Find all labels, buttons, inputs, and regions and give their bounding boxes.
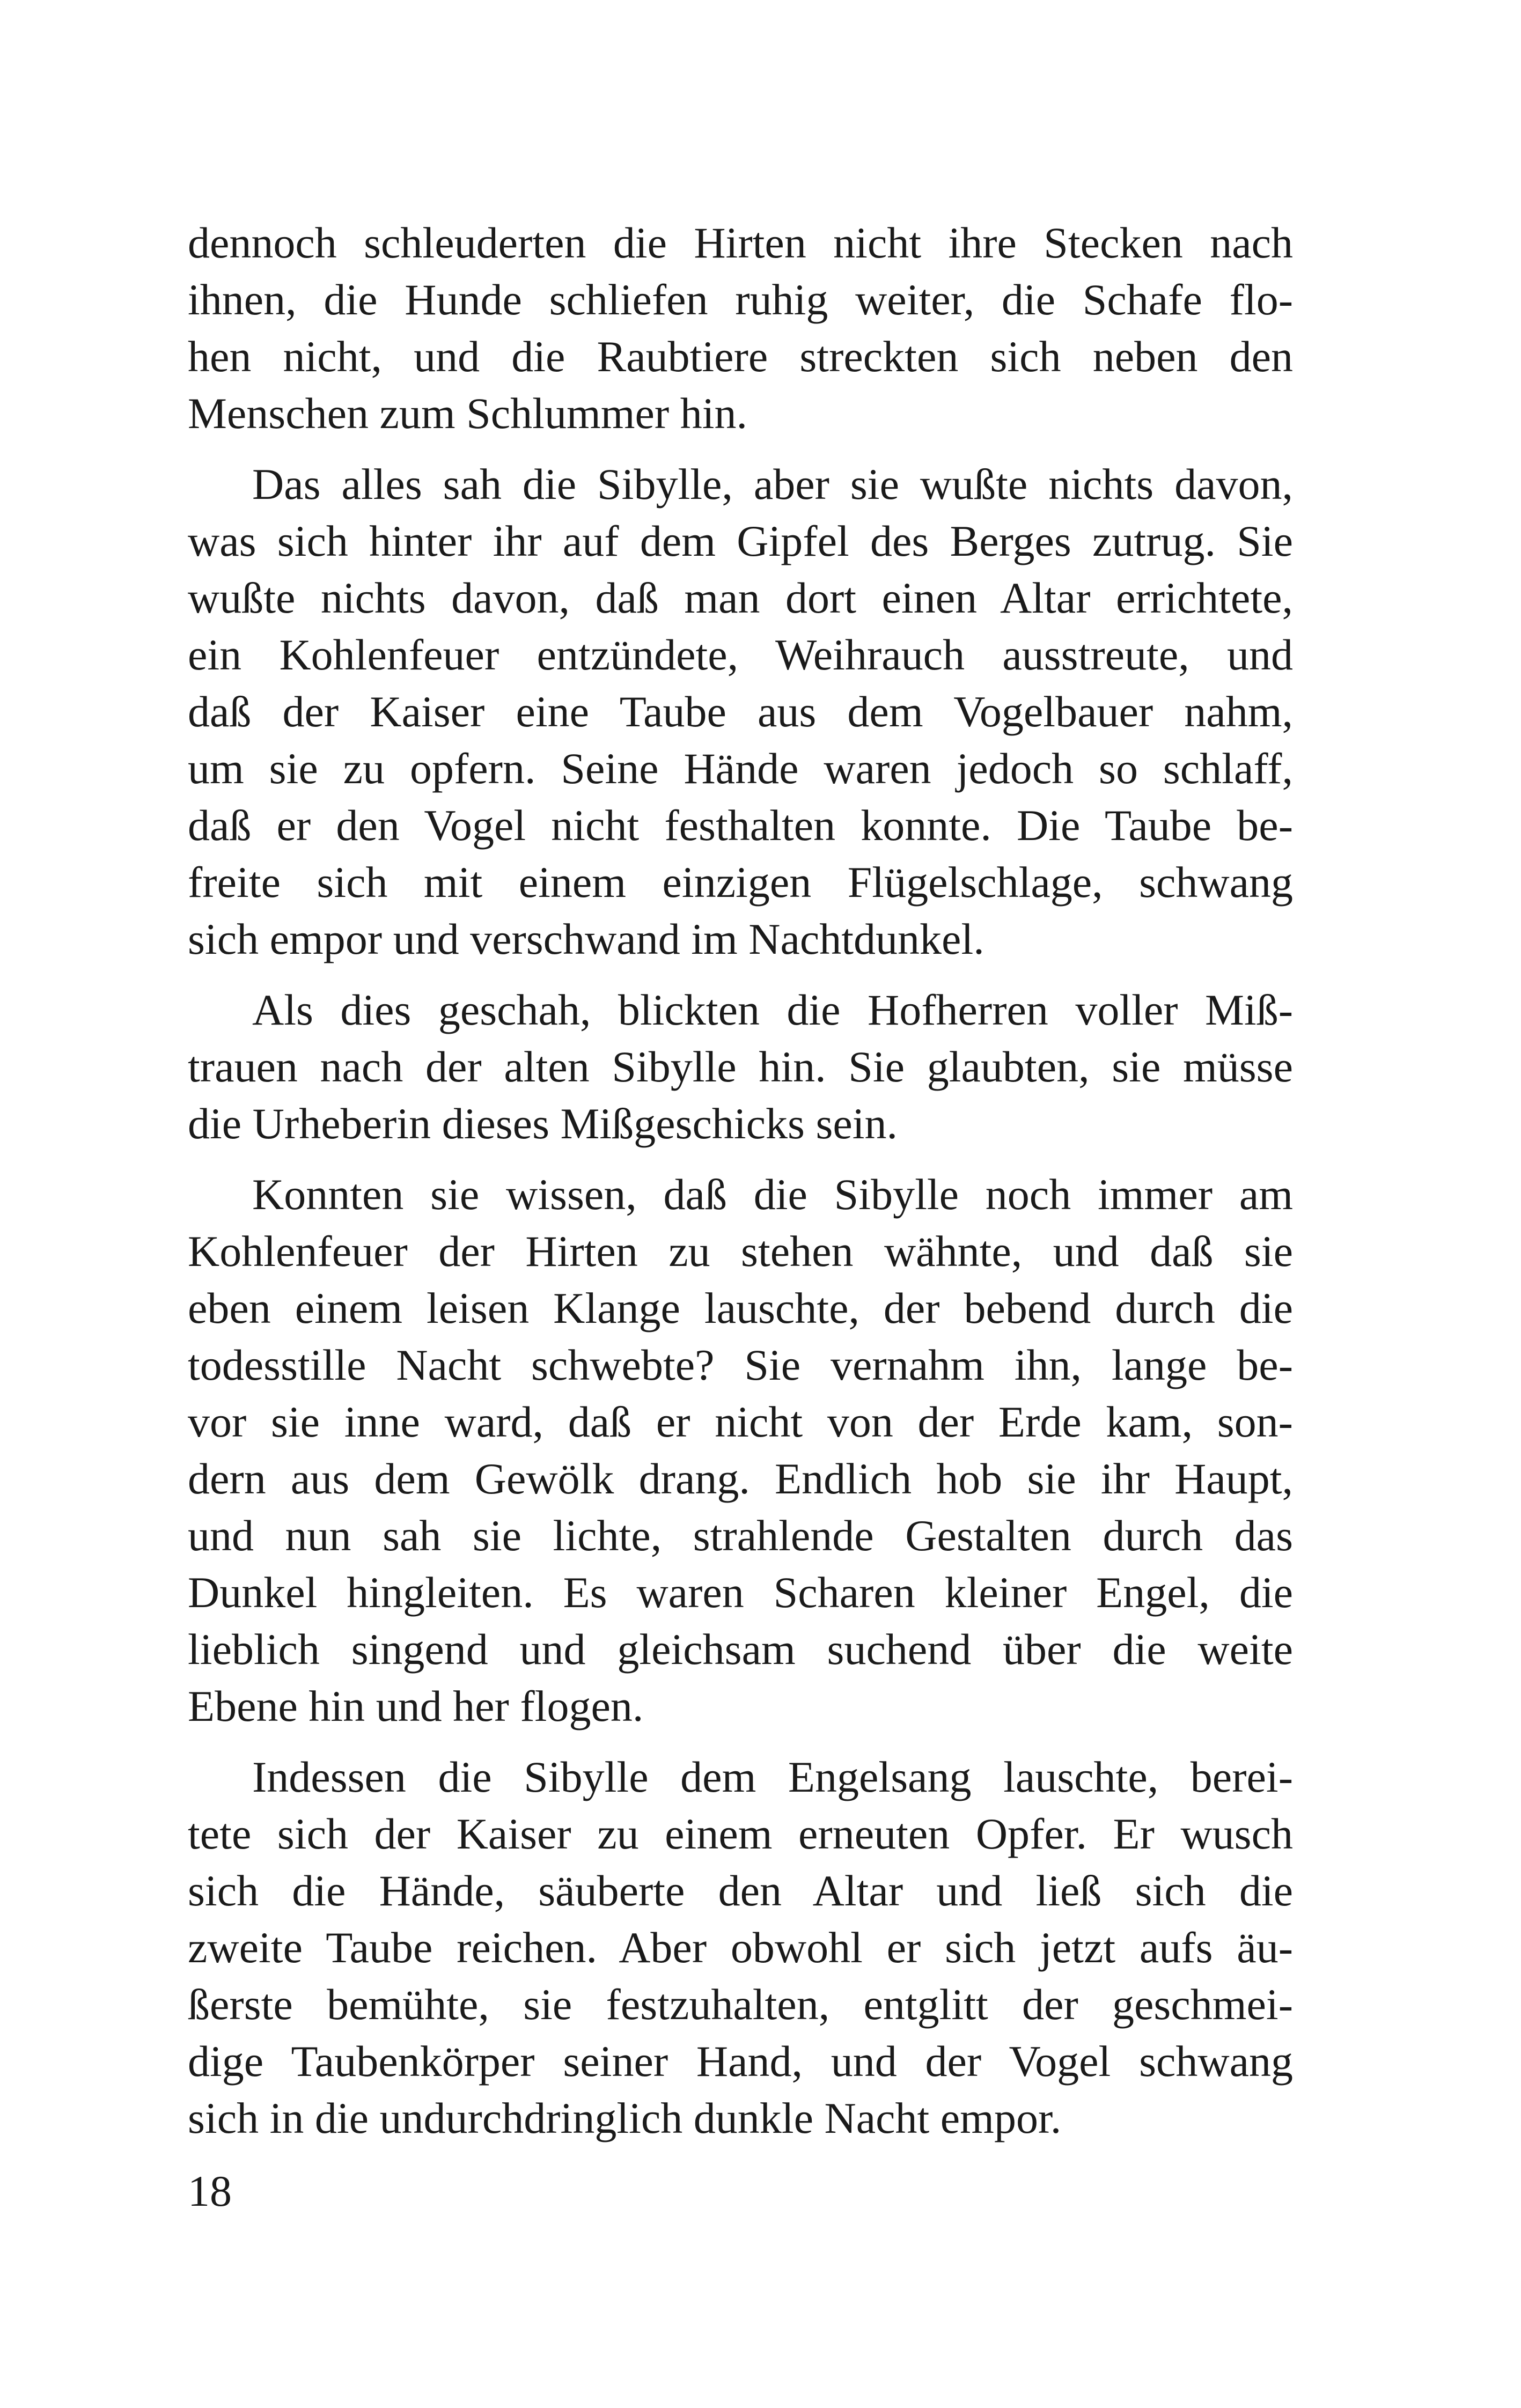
text-line: und nun sah sie lichte, strahlende Gestalten durch das [188,1511,1293,1560]
text-line: daß er den Vogel nicht festhalten konnte. Die Taube be- [188,801,1293,850]
text-line: ßerste bemühte, sie festzuhalten, entglitt der geschmei- [188,1980,1293,2029]
text-line: Menschen zum Schlummer hin. [188,389,748,438]
text-line [188,1166,1293,1223]
text-line: hen nicht, und die Raubtiere streckten sich neben den [188,332,1293,381]
text-line: zweite Taube reichen. Aber obwohl er sich jetzt aufs äu- [188,1923,1293,1972]
text-line: trauen nach der alten Sibylle hin. Sie glaubten, sie müsse [188,1042,1293,1091]
text-line-content: Konnten sie wissen, daß die Sibylle noch immer am [252,1170,1293,1219]
paragraph-4 [188,1166,1293,1735]
text-line: ein Kohlenfeuer entzündete, Weihrauch ausstreute, und [188,630,1293,679]
text-line: dennoch schleuderten die Hirten nicht ihre Stecken nach [188,218,1293,267]
paragraph-5 [188,1749,1293,2147]
page-number: 18 [188,2167,232,2215]
text-line: dern aus dem Gewölk drang. Endlich hob sie ihr Haupt, [188,1454,1293,1503]
text-line-content: Als dies geschah, blickten die Hofherren voller Miß- [252,985,1293,1034]
text-line: todesstille Nacht schwebte? Sie vernahm ihn, lange be- [188,1341,1293,1389]
text-line: daß der Kaiser eine Taube aus dem Vogelbauer nahm, [188,687,1293,736]
text-line [188,456,1293,513]
text-line: tete sich der Kaiser zu einem erneuten Opfer. Er wusch [188,1809,1293,1858]
text-line: lieblich singend und gleichsam suchend über die weite [188,1625,1293,1674]
text-line: vor sie inne ward, daß er nicht von der Erde kam, son- [188,1397,1293,1446]
body-text [188,215,1293,2161]
text-line: sich in die undurchdringlich dunkle Nacht empor. [188,2094,1062,2142]
paragraph-2 [188,456,1293,968]
text-line: um sie zu opfern. Seine Hände waren jedoch so schlaff, [188,744,1293,793]
text-line: Kohlenfeuer der Hirten zu stehen wähnte, und daß sie [188,1227,1293,1276]
text-line: sich empor und verschwand im Nachtdunkel. [188,915,984,963]
text-line: die Urheberin dieses Mißgeschicks sein. [188,1099,898,1148]
paragraph-1 [188,215,1293,442]
text-line: was sich hinter ihr auf dem Gipfel des Berges zutrug. Sie [188,517,1293,565]
text-line: Ebene hin und her flogen. [188,1682,644,1730]
text-line: freite sich mit einem einzigen Flügelschlage, schwang [188,858,1293,907]
text-line: dige Taubenkörper seiner Hand, und der Vogel schwang [188,2037,1293,2086]
text-line: wußte nichts davon, daß man dort einen Altar errichtete, [188,573,1293,622]
text-line: Dunkel hingleiten. Es waren Scharen kleiner Engel, die [188,1568,1293,1617]
paragraph-3 [188,982,1293,1152]
text-line [188,1749,1293,1806]
text-line: sich die Hände, säuberte den Altar und ließ sich die [188,1866,1293,1915]
text-line [188,982,1293,1039]
text-line: ihnen, die Hunde schliefen ruhig weiter, die Schafe flo- [188,275,1293,324]
text-line-content: Das alles sah die Sibylle, aber sie wußte nichts davon, [252,460,1293,509]
text-line: eben einem leisen Klange lauschte, der bebend durch die [188,1284,1293,1332]
text-line-content: Indessen die Sibylle dem Engelsang lauschte, berei- [252,1752,1293,1801]
